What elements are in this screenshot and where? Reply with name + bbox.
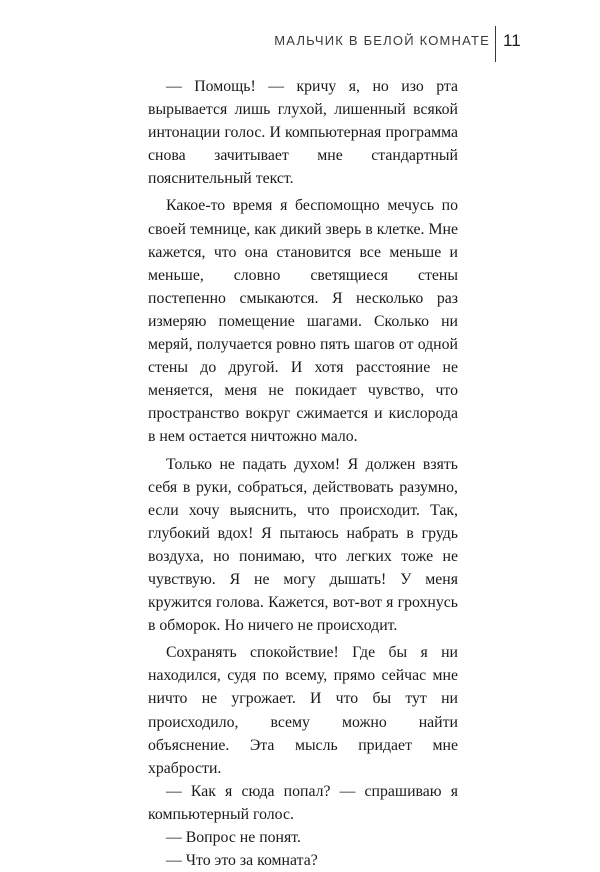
page-number: 11 (503, 31, 521, 50)
dialogue-line: — Как я сюда попал? — спрашиваю я компьютерный голос. (148, 782, 458, 823)
paragraph: Сохранять спокойствие! Где бы я ни находился, судя по всему, прямо сейчас мне ничто не угрожает. И что бы тут ни происходило, всему можно найти объяснение. Эта мысль придает мне храбрости. (148, 644, 458, 777)
running-title: МАЛЬЧИК В БЕЛОЙ КОМНАТЕ (274, 33, 490, 48)
paragraph: Только не падать духом! Я должен взять себя в руки, собраться, действовать разумно, если хочу выяснить, что происходит. Так, глубокий вдох! Я пытаюсь набрать в грудь воздуха, но понимаю, что легких тоже не чувствую. Я не могу дышать! У меня кружится голова. Кажется, вот-вот я грохнусь в обморок. Но ничего не происходит. (148, 455, 458, 635)
paragraph: — Помощь! — кричу я, но изо рта вырывается лишь глухой, лишенный всякой интонации голос. И компьютерная программа снова зачитывает мне стандартный пояснительный текст. (148, 78, 458, 188)
dialogue-line: — Что это за комната? (166, 852, 318, 870)
body-text (148, 75, 458, 872)
header-divider (495, 26, 496, 62)
paragraph: Какое-то время я беспомощно мечусь по своей темнице, как дикий зверь в клетке. Мне кажется, что она становится все меньше и меньше, словно светящиеся стены постепенно смыкаются. Я несколько раз измеряю помещение шагами. Сколько ни меряй, получается ровно пять шагов от одной стены до другой. И хотя расстояние не меняется, меня не покидает чувство, что пространство вокруг сжимается и кислорода в нем остается ничтожно мало. (148, 197, 458, 446)
dialogue-line: — Вопрос не понят. (166, 829, 301, 846)
